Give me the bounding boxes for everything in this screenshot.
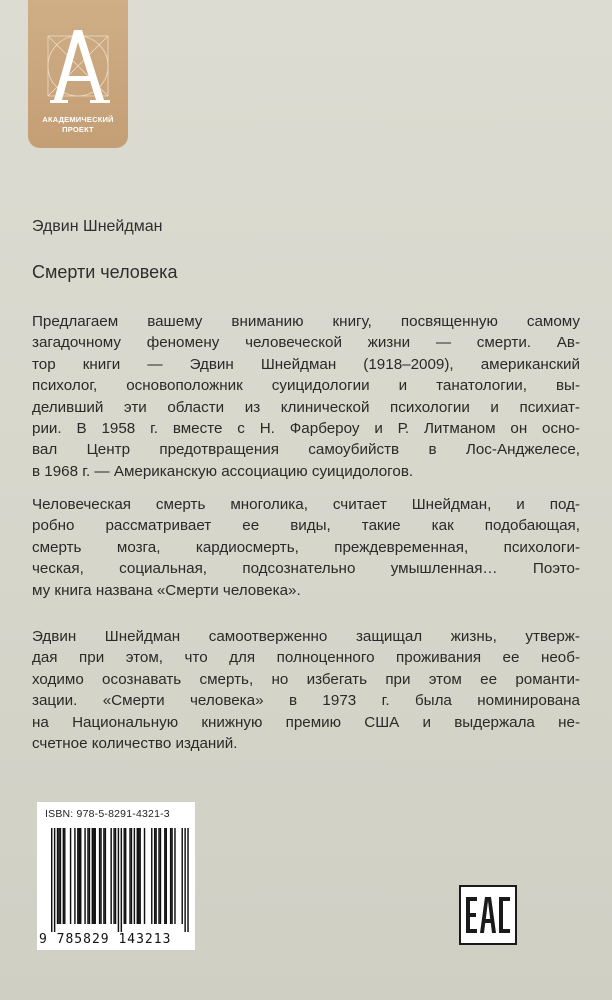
barcode-bar xyxy=(121,828,122,932)
barcode-bar xyxy=(70,828,71,924)
publisher-logo xyxy=(28,0,128,148)
barcode-bar xyxy=(77,828,78,924)
text-line: смерть мозга, кардиосмерть, преждевременная, психологи- xyxy=(32,538,580,556)
barcode-bar xyxy=(151,828,152,924)
barcode-bar xyxy=(134,828,135,924)
barcode-bar xyxy=(92,828,93,924)
barcode-bar xyxy=(171,828,172,924)
barcode-bar xyxy=(155,828,156,924)
barcode-bar xyxy=(58,828,59,924)
barcode-bar xyxy=(99,828,100,924)
barcode-bar xyxy=(118,828,119,932)
barcode-bar xyxy=(115,828,116,924)
barcode-bar xyxy=(170,828,171,924)
barcode-bar xyxy=(139,828,140,924)
text-line: загадочному феномену человеческой жизни — смерти. Ав- xyxy=(32,334,580,352)
barcode-bar xyxy=(113,828,114,924)
barcode-bar xyxy=(138,828,139,924)
barcode-bar xyxy=(174,828,175,924)
barcode-digits: 9 785829 143213 xyxy=(39,932,172,947)
text-line: му книга названа «Смерти человека». xyxy=(32,581,301,599)
text-line: счетное количество изданий. xyxy=(32,735,238,753)
text-line: вал Центр предотвращения самоубийств в Лос-Анджелесе, xyxy=(32,441,580,459)
text-line: дая при этом, что для полноценного проживания ее необ- xyxy=(32,649,580,667)
text-line: ходимо осознавать смерть, но избегать при этом ее романти- xyxy=(32,670,580,688)
text-line: деливший эти области из клинической психологии и психиат- xyxy=(32,398,580,416)
barcode-bar xyxy=(63,828,64,924)
barcode-bar xyxy=(60,828,61,924)
barcode-bars xyxy=(41,828,191,934)
barcode-bar xyxy=(137,828,138,924)
eac-conformity-mark-icon xyxy=(459,885,517,945)
barcode-bar xyxy=(187,828,188,932)
barcode-bar xyxy=(74,828,75,924)
barcode-bar xyxy=(57,828,58,924)
text-line: тор книги — Эдвин Шнейдман (1918–2009), американский xyxy=(32,355,580,373)
text-line: на Национальную книжную премию США и выдержала не- xyxy=(32,713,580,731)
barcode-bar xyxy=(154,828,155,924)
barcode-bar xyxy=(87,828,88,924)
barcode-bar xyxy=(110,828,111,924)
barcode-bar xyxy=(125,828,126,924)
barcode-bar xyxy=(144,828,145,924)
isbn-label: ISBN: 978-5-8291-4321-3 xyxy=(45,808,170,820)
barcode-bar xyxy=(100,828,101,924)
barcode-bar xyxy=(131,828,132,924)
barcode-bar xyxy=(160,828,161,924)
barcode-bar xyxy=(79,828,80,924)
barcode-bar xyxy=(182,828,183,924)
barcode-bar xyxy=(84,828,85,924)
text-line: Эдвин Шнейдман самоотверженно защищал жизнь, утверж- xyxy=(32,628,580,645)
text-line: ческая, социальная, подсознательно умышленная… Поэто- xyxy=(32,560,580,578)
barcode-bar xyxy=(64,828,65,924)
barcode-bar xyxy=(124,828,125,924)
barcode-bar xyxy=(80,828,81,924)
barcode-bar xyxy=(129,828,130,924)
book-title: Смерти человека xyxy=(32,262,178,282)
text-line: зации. «Смерти человека» в 1973 г. была номинирована xyxy=(32,692,580,710)
publisher-name-line1: АКАДЕМИЧЕСКИЙ xyxy=(42,115,114,124)
barcode-bar xyxy=(103,828,104,924)
barcode-bar xyxy=(95,828,96,924)
description-paragraph-1 xyxy=(32,311,580,482)
barcode-bar xyxy=(51,828,52,932)
text-line: в 1968 г. — Американскую ассоциацию суицидологов. xyxy=(32,462,414,480)
publisher-name-line2: ПРОЕКТ xyxy=(62,125,94,134)
text-line: Предлагаем вашему вниманию книгу, посвященную самому xyxy=(32,313,580,330)
barcode-bar xyxy=(164,828,165,924)
isbn-barcode xyxy=(37,802,195,950)
barcode-bar xyxy=(184,828,185,932)
description-paragraph-3 xyxy=(32,626,580,754)
text-line: психолог, основоположник суицидологии и танатологии, вы- xyxy=(32,377,580,395)
barcode-bar xyxy=(89,828,90,924)
text-line: рии. В 1958 г. вместе с Н. Фарбероу и Р. Литманом он осно- xyxy=(32,420,580,438)
barcode-bar xyxy=(105,828,106,924)
description-paragraph-2 xyxy=(32,494,580,601)
book-author: Эдвин Шнейдман xyxy=(32,218,163,235)
text-line: робно рассматривает ее виды, такие как подобающая, xyxy=(32,517,580,535)
barcode-bar xyxy=(166,828,167,924)
barcode-bar xyxy=(93,828,94,924)
text-line: Человеческая смерть многолика, считает Шнейдман, и под- xyxy=(32,496,580,513)
publisher-monogram-icon xyxy=(28,0,128,112)
barcode-bar xyxy=(158,828,159,924)
barcode-bar xyxy=(54,828,55,932)
